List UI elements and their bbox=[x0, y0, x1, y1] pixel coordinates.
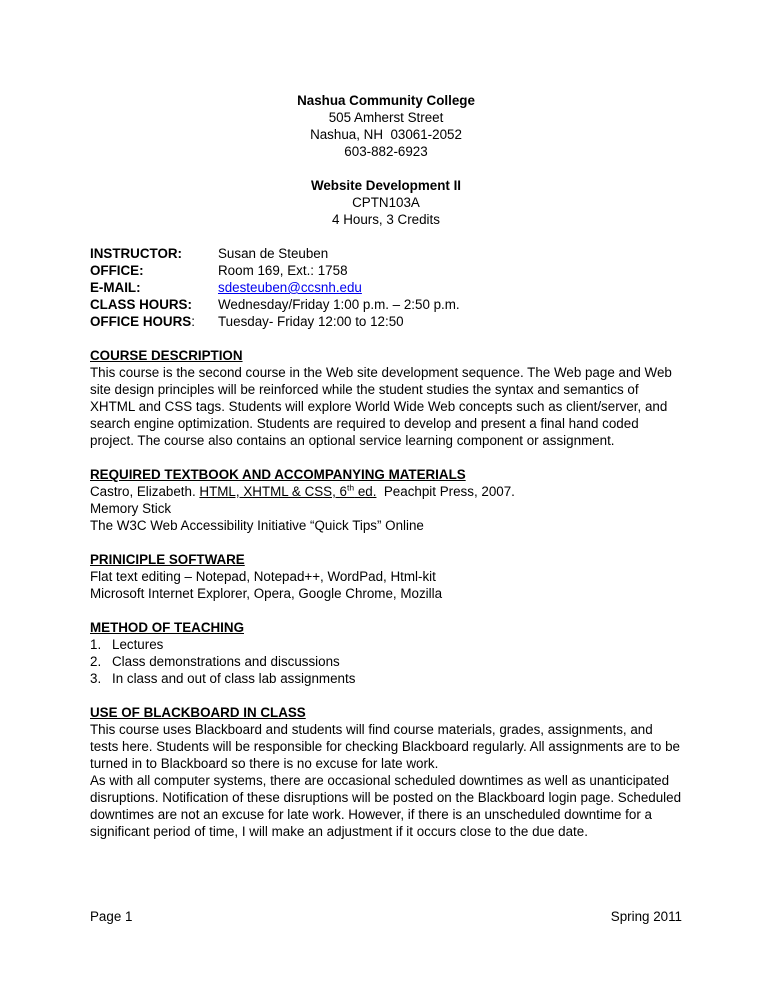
course-code: CPTN103A bbox=[352, 195, 420, 210]
teaching-item-2-text: Class demonstrations and discussions bbox=[112, 654, 340, 669]
course-description-heading: COURSE DESCRIPTION bbox=[90, 348, 243, 363]
info-label-office-hours-colon: : bbox=[191, 314, 195, 329]
section-course-description bbox=[90, 347, 682, 449]
footer-page-number: Page 1 bbox=[90, 909, 133, 924]
info-row-email bbox=[90, 279, 682, 296]
info-value-email bbox=[218, 279, 682, 296]
info-row-instructor bbox=[90, 245, 682, 262]
citation-title-text: HTML, XHTML & CSS, 6 bbox=[199, 484, 347, 499]
textbook-heading: REQUIRED TEXTBOOK AND ACCOMPANYING MATERIALS bbox=[90, 467, 466, 482]
software-line-editors: Flat text editing – Notepad, Notepad++, WordPad, Html-kit bbox=[90, 569, 436, 584]
college-address-street: 505 Amherst Street bbox=[328, 110, 444, 125]
college-address-city: Nashua, NH 03061-2052 bbox=[310, 127, 462, 142]
blackboard-heading: USE OF BLACKBOARD IN CLASS bbox=[90, 705, 306, 720]
section-teaching bbox=[90, 619, 682, 687]
teaching-item-2 bbox=[90, 653, 682, 670]
section-blackboard bbox=[90, 704, 682, 840]
teaching-item-3-text: In class and out of class lab assignments bbox=[112, 671, 356, 686]
software-line-browsers: Microsoft Internet Explorer, Opera, Google Chrome, Mozilla bbox=[90, 586, 443, 601]
citation-title bbox=[199, 484, 376, 499]
course-info-block bbox=[90, 245, 682, 330]
info-row-class-hours bbox=[90, 296, 682, 313]
email-link[interactable]: sdesteuben@ccsnh.edu bbox=[218, 280, 362, 295]
citation-title-end: ed. bbox=[354, 484, 377, 499]
blackboard-paragraph-2: As with all computer systems, there are occasional scheduled downtimes as well as unanticipated disruptions. Notification of these disruptions will be posted on the Blackboard login page. Scheduled downtimes are not an excuse for late work. However, if there is an unscheduled downtime for a significant period of time, I will make an adjustment if it occurs close to the due date. bbox=[90, 773, 682, 839]
info-label-email: E-MAIL: bbox=[90, 280, 141, 295]
teaching-item-2-number: 2. bbox=[90, 654, 102, 669]
software-heading: PRINICIPLE SOFTWARE bbox=[90, 552, 245, 567]
info-label-instructor: INSTRUCTOR: bbox=[90, 246, 182, 261]
info-value-instructor: Susan de Steuben bbox=[218, 246, 329, 261]
citation-prefix: Castro, Elizabeth. bbox=[90, 484, 200, 499]
textbook-item-memory-stick: Memory Stick bbox=[90, 501, 172, 516]
textbook-citation bbox=[90, 483, 682, 500]
page-footer bbox=[90, 908, 682, 925]
info-value-office: Room 169, Ext.: 1758 bbox=[218, 263, 348, 278]
teaching-item-1-text: Lectures bbox=[112, 637, 164, 652]
section-textbook bbox=[90, 466, 682, 534]
info-value-office-hours: Tuesday- Friday 12:00 to 12:50 bbox=[218, 314, 404, 329]
document-header bbox=[90, 92, 682, 228]
course-description-body: This course is the second course in the Web site development sequence. The Web page and Web site design principles will be reinforced while the student studies the syntax and semantics of XHTML and CSS tags. Students will explore World Wide Web concepts such as client/server, and search engine optimization. Students are required to develop and present a final hand coded project. The course also contains an optional service learning component or assignment. bbox=[90, 365, 672, 448]
teaching-item-1 bbox=[90, 636, 682, 653]
info-label-office-hours-text: OFFICE HOURS bbox=[90, 314, 192, 329]
info-row-office bbox=[90, 262, 682, 279]
teaching-item-3-number: 3. bbox=[90, 671, 102, 686]
info-label-office: OFFICE: bbox=[90, 263, 144, 278]
info-row-office-hours bbox=[90, 313, 682, 330]
citation-ordinal: th bbox=[347, 482, 355, 493]
footer-term: Spring 2011 bbox=[610, 909, 682, 924]
college-name: Nashua Community College bbox=[297, 93, 475, 108]
textbook-item-w3c: The W3C Web Accessibility Initiative “Quick Tips” Online bbox=[90, 518, 424, 533]
teaching-item-1-number: 1. bbox=[90, 637, 102, 652]
course-title: Website Development II bbox=[310, 178, 462, 193]
info-value-class-hours: Wednesday/Friday 1:00 p.m. – 2:50 p.m. bbox=[218, 297, 460, 312]
info-label-office-hours bbox=[90, 313, 218, 330]
teaching-item-3 bbox=[90, 670, 682, 687]
citation-publisher: Peachpit Press, 2007. bbox=[376, 484, 515, 499]
section-software bbox=[90, 551, 682, 602]
info-label-class-hours: CLASS HOURS: bbox=[90, 297, 192, 312]
college-phone: 603-882-6923 bbox=[344, 144, 428, 159]
teaching-heading: METHOD OF TEACHING bbox=[90, 620, 244, 635]
course-credits: 4 Hours, 3 Credits bbox=[332, 212, 440, 227]
blackboard-paragraph-1: This course uses Blackboard and students will find course materials, grades, assignments, and tests here. Students will be responsible for checking Blackboard regularly. All assignments are to be turned in to Blackboard so there is no excuse for late work. bbox=[90, 722, 680, 771]
